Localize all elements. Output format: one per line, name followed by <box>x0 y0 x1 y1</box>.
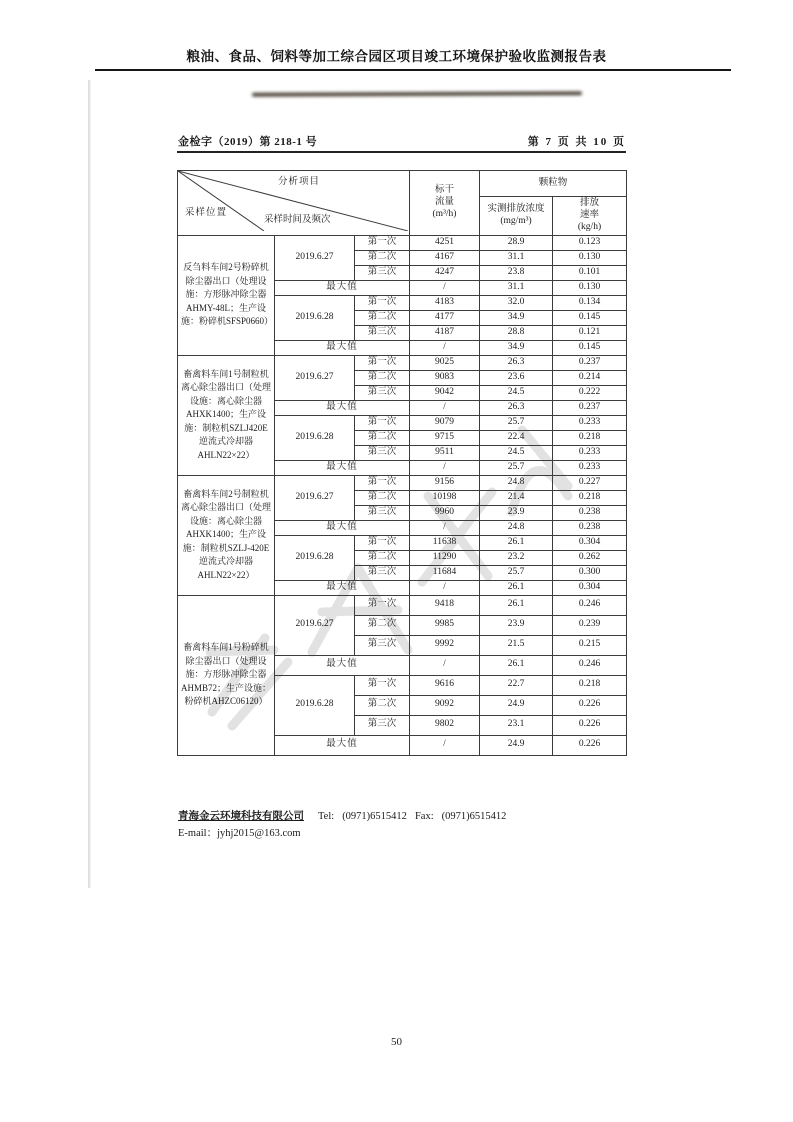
scan-smudge-artifact <box>252 91 582 96</box>
table-row <box>178 595 627 615</box>
flow-value-cell: 9802 <box>410 715 480 735</box>
concentration-value-cell: 24.8 <box>480 520 553 535</box>
table-header-row <box>178 171 627 197</box>
email-label: E-mail： <box>178 828 218 839</box>
fax-value: (0971)6515412 <box>441 811 507 822</box>
sampling-location-cell: 畜禽料车间1号粉碎机除尘器出口（处理设施：方形脉冲除尘器AHMB72；生产设施：粉碎机AHZC06120） <box>178 595 275 755</box>
flow-column-header <box>410 171 480 236</box>
rate-column-header <box>553 197 627 236</box>
flow-value-cell: 9985 <box>410 615 480 635</box>
rate-value-cell: 0.134 <box>553 295 627 310</box>
trial-cell: 第二次 <box>355 550 410 565</box>
trial-cell: 第三次 <box>355 715 410 735</box>
max-label-cell: 最大值 <box>275 655 410 675</box>
trial-cell: 第三次 <box>355 635 410 655</box>
flow-value-cell: 9042 <box>410 385 480 400</box>
trial-cell: 第二次 <box>355 695 410 715</box>
rate-value-cell: 0.233 <box>553 460 627 475</box>
max-label-cell: 最大值 <box>275 280 410 295</box>
trial-cell: 第一次 <box>355 535 410 550</box>
concentration-value-cell: 26.3 <box>480 400 553 415</box>
rate-value-cell: 0.145 <box>553 340 627 355</box>
flow-value-cell: / <box>410 735 480 755</box>
page-number: 50 <box>391 1036 402 1048</box>
flow-header-unit: (m³/h) <box>432 208 457 219</box>
concentration-value-cell: 23.8 <box>480 265 553 280</box>
rate-value-cell: 0.145 <box>553 310 627 325</box>
trial-cell: 第二次 <box>355 250 410 265</box>
max-label-cell: 最大值 <box>275 520 410 535</box>
title-divider <box>95 69 731 71</box>
rate-value-cell: 0.300 <box>553 565 627 580</box>
flow-value-cell: 4187 <box>410 325 480 340</box>
table-row <box>178 475 627 490</box>
trial-cell: 第一次 <box>355 675 410 695</box>
flow-value-cell: 4167 <box>410 250 480 265</box>
rate-header-line1: 排放 <box>580 198 600 208</box>
concentration-value-cell: 21.4 <box>480 490 553 505</box>
page-indicator: 第 7 页 共 10 页 <box>527 136 626 148</box>
flow-value-cell: 9025 <box>410 355 480 370</box>
flow-value-cell: / <box>410 400 480 415</box>
concentration-value-cell: 23.6 <box>480 370 553 385</box>
concentration-header-unit: (mg/m³) <box>500 215 532 226</box>
rate-value-cell: 0.218 <box>553 430 627 445</box>
document-header <box>178 133 626 149</box>
concentration-value-cell: 25.7 <box>480 415 553 430</box>
concentration-value-cell: 26.3 <box>480 355 553 370</box>
tel-value: (0971)6515412 <box>342 811 407 822</box>
flow-header-line1: 标干 <box>434 185 454 195</box>
max-label-cell: 最大值 <box>275 460 410 475</box>
footer-contact-line <box>178 808 506 823</box>
rate-value-cell: 0.121 <box>553 325 627 340</box>
flow-value-cell: 11684 <box>410 565 480 580</box>
rate-value-cell: 0.233 <box>553 415 627 430</box>
trial-cell: 第二次 <box>355 370 410 385</box>
flow-value-cell: / <box>410 280 480 295</box>
rate-value-cell: 0.246 <box>553 655 627 675</box>
report-table-body <box>178 235 627 755</box>
trial-cell: 第三次 <box>355 385 410 400</box>
sampling-date-cell: 2019.6.27 <box>275 475 355 520</box>
concentration-value-cell: 26.1 <box>480 580 553 595</box>
rate-value-cell: 0.130 <box>553 280 627 295</box>
rate-value-cell: 0.226 <box>553 715 627 735</box>
concentration-value-cell: 24.5 <box>480 385 553 400</box>
company-name: 青海金云环境科技有限公司 <box>178 811 304 822</box>
max-label-cell: 最大值 <box>275 735 410 755</box>
corner-analysis-item-label: 分析项目 <box>278 177 321 187</box>
rate-value-cell: 0.222 <box>553 385 627 400</box>
concentration-value-cell: 24.9 <box>480 735 553 755</box>
flow-value-cell: 4247 <box>410 265 480 280</box>
document-number: 金检字（2019）第 218-1 号 <box>178 136 318 148</box>
concentration-value-cell: 23.9 <box>480 505 553 520</box>
rate-value-cell: 0.237 <box>553 355 627 370</box>
tel-label: Tel: <box>318 811 335 822</box>
max-label-cell: 最大值 <box>275 340 410 355</box>
rate-value-cell: 0.101 <box>553 265 627 280</box>
table-row <box>178 355 627 370</box>
concentration-value-cell: 31.1 <box>480 280 553 295</box>
concentration-value-cell: 34.9 <box>480 310 553 325</box>
concentration-value-cell: 23.1 <box>480 715 553 735</box>
sampling-date-cell: 2019.6.28 <box>275 295 355 340</box>
max-label-cell: 最大值 <box>275 580 410 595</box>
sampling-date-cell: 2019.6.28 <box>275 675 355 735</box>
page-title: 粮油、食品、饲料等加工综合园区项目竣工环境保护验收监测报告表 <box>186 49 607 64</box>
sampling-date-cell: 2019.6.27 <box>275 595 355 655</box>
trial-cell: 第三次 <box>355 565 410 580</box>
flow-value-cell: 9079 <box>410 415 480 430</box>
pollutant-group-header: 颗粒物 <box>480 171 627 197</box>
concentration-value-cell: 23.9 <box>480 615 553 635</box>
trial-cell: 第二次 <box>355 490 410 505</box>
trial-cell: 第一次 <box>355 355 410 370</box>
rate-header-line2: 速率 <box>580 209 600 220</box>
max-label-cell: 最大值 <box>275 400 410 415</box>
rate-value-cell: 0.246 <box>553 595 627 615</box>
concentration-value-cell: 34.9 <box>480 340 553 355</box>
rate-value-cell: 0.238 <box>553 505 627 520</box>
trial-cell: 第一次 <box>355 475 410 490</box>
trial-cell: 第三次 <box>355 265 410 280</box>
sampling-date-cell: 2019.6.27 <box>275 235 355 280</box>
flow-value-cell: 9960 <box>410 505 480 520</box>
flow-value-cell: 4183 <box>410 295 480 310</box>
flow-value-cell: / <box>410 655 480 675</box>
flow-value-cell: 9715 <box>410 430 480 445</box>
flow-header-line2: 流量 <box>434 196 454 207</box>
flow-value-cell: 9992 <box>410 635 480 655</box>
concentration-value-cell: 24.8 <box>480 475 553 490</box>
rate-value-cell: 0.218 <box>553 675 627 695</box>
table-row <box>178 235 627 250</box>
rate-value-cell: 0.226 <box>553 695 627 715</box>
concentration-value-cell: 24.5 <box>480 445 553 460</box>
concentration-value-cell: 31.1 <box>480 250 553 265</box>
flow-value-cell: 9156 <box>410 475 480 490</box>
concentration-value-cell: 32.0 <box>480 295 553 310</box>
trial-cell: 第二次 <box>355 430 410 445</box>
flow-value-cell: 9418 <box>410 595 480 615</box>
rate-value-cell: 0.239 <box>553 615 627 635</box>
flow-value-cell: 11638 <box>410 535 480 550</box>
sampling-location-cell: 畜禽料车间2号制粒机离心除尘器出口（处理设施：离心除尘器AHXK1400；生产设施：制粒机SZLJ-420E 逆流式冷却器AHLN22×22） <box>178 475 275 595</box>
rate-value-cell: 0.304 <box>553 535 627 550</box>
rate-header-unit: (kg/h) <box>577 221 602 232</box>
concentration-value-cell: 25.7 <box>480 460 553 475</box>
flow-value-cell: / <box>410 340 480 355</box>
monitoring-table <box>177 170 627 756</box>
flow-value-cell: 4251 <box>410 235 480 250</box>
rate-value-cell: 0.238 <box>553 520 627 535</box>
rate-value-cell: 0.304 <box>553 580 627 595</box>
rate-value-cell: 0.237 <box>553 400 627 415</box>
flow-value-cell: 9092 <box>410 695 480 715</box>
flow-value-cell: 4177 <box>410 310 480 325</box>
rate-value-cell: 0.226 <box>553 735 627 755</box>
rate-value-cell: 0.233 <box>553 445 627 460</box>
flow-value-cell: / <box>410 580 480 595</box>
corner-sampling-location-label: 采样位置 <box>185 208 228 218</box>
trial-cell: 第二次 <box>355 310 410 325</box>
concentration-value-cell: 22.4 <box>480 430 553 445</box>
flow-value-cell: / <box>410 520 480 535</box>
trial-cell: 第一次 <box>355 415 410 430</box>
header-divider <box>177 151 626 153</box>
flow-value-cell: 11290 <box>410 550 480 565</box>
flow-value-cell: 9083 <box>410 370 480 385</box>
fax-label: Fax: <box>414 811 434 822</box>
flow-value-cell: 10198 <box>410 490 480 505</box>
sampling-date-cell: 2019.6.27 <box>275 355 355 400</box>
concentration-header-label: 实测排放浓度 <box>487 203 545 214</box>
trial-cell: 第三次 <box>355 445 410 460</box>
concentration-column-header <box>480 197 553 236</box>
corner-sampling-time-label: 采样时间及频次 <box>264 215 331 225</box>
concentration-value-cell: 24.9 <box>480 695 553 715</box>
rate-value-cell: 0.215 <box>553 635 627 655</box>
trial-cell: 第一次 <box>355 235 410 250</box>
trial-cell: 第一次 <box>355 295 410 310</box>
concentration-value-cell: 25.7 <box>480 565 553 580</box>
footer-email-line <box>178 825 301 840</box>
email-value: jyhj2015@163.com <box>217 828 301 839</box>
concentration-value-cell: 21.5 <box>480 635 553 655</box>
concentration-value-cell: 26.1 <box>480 535 553 550</box>
concentration-value-cell: 23.2 <box>480 550 553 565</box>
rate-value-cell: 0.262 <box>553 550 627 565</box>
trial-cell: 第二次 <box>355 615 410 635</box>
table-corner-cell <box>178 171 410 236</box>
rate-value-cell: 0.218 <box>553 490 627 505</box>
trial-cell: 第三次 <box>355 325 410 340</box>
concentration-value-cell: 22.7 <box>480 675 553 695</box>
trial-cell: 第一次 <box>355 595 410 615</box>
sampling-date-cell: 2019.6.28 <box>275 535 355 580</box>
sampling-date-cell: 2019.6.28 <box>275 415 355 460</box>
flow-value-cell: 9616 <box>410 675 480 695</box>
rate-value-cell: 0.214 <box>553 370 627 385</box>
flow-value-cell: 9511 <box>410 445 480 460</box>
rate-value-cell: 0.123 <box>553 235 627 250</box>
sampling-location-cell: 反刍料车间2号粉碎机除尘器出口（处理设施：方形脉冲除尘器AHMY-48L；生产设施：粉碎机SFSP0660） <box>178 235 275 355</box>
flow-value-cell: / <box>410 460 480 475</box>
concentration-value-cell: 26.1 <box>480 655 553 675</box>
trial-cell: 第三次 <box>355 505 410 520</box>
concentration-value-cell: 28.8 <box>480 325 553 340</box>
rate-value-cell: 0.227 <box>553 475 627 490</box>
concentration-value-cell: 28.9 <box>480 235 553 250</box>
concentration-value-cell: 26.1 <box>480 595 553 615</box>
sampling-location-cell: 畜禽料车间1号制粒机离心除尘器出口（处理设施：离心除尘器AHXK1400；生产设施：制粒机SZLJ420E 逆流式冷却器AHLN22×22） <box>178 355 275 475</box>
scan-edge-shadow <box>88 80 91 888</box>
rate-value-cell: 0.130 <box>553 250 627 265</box>
